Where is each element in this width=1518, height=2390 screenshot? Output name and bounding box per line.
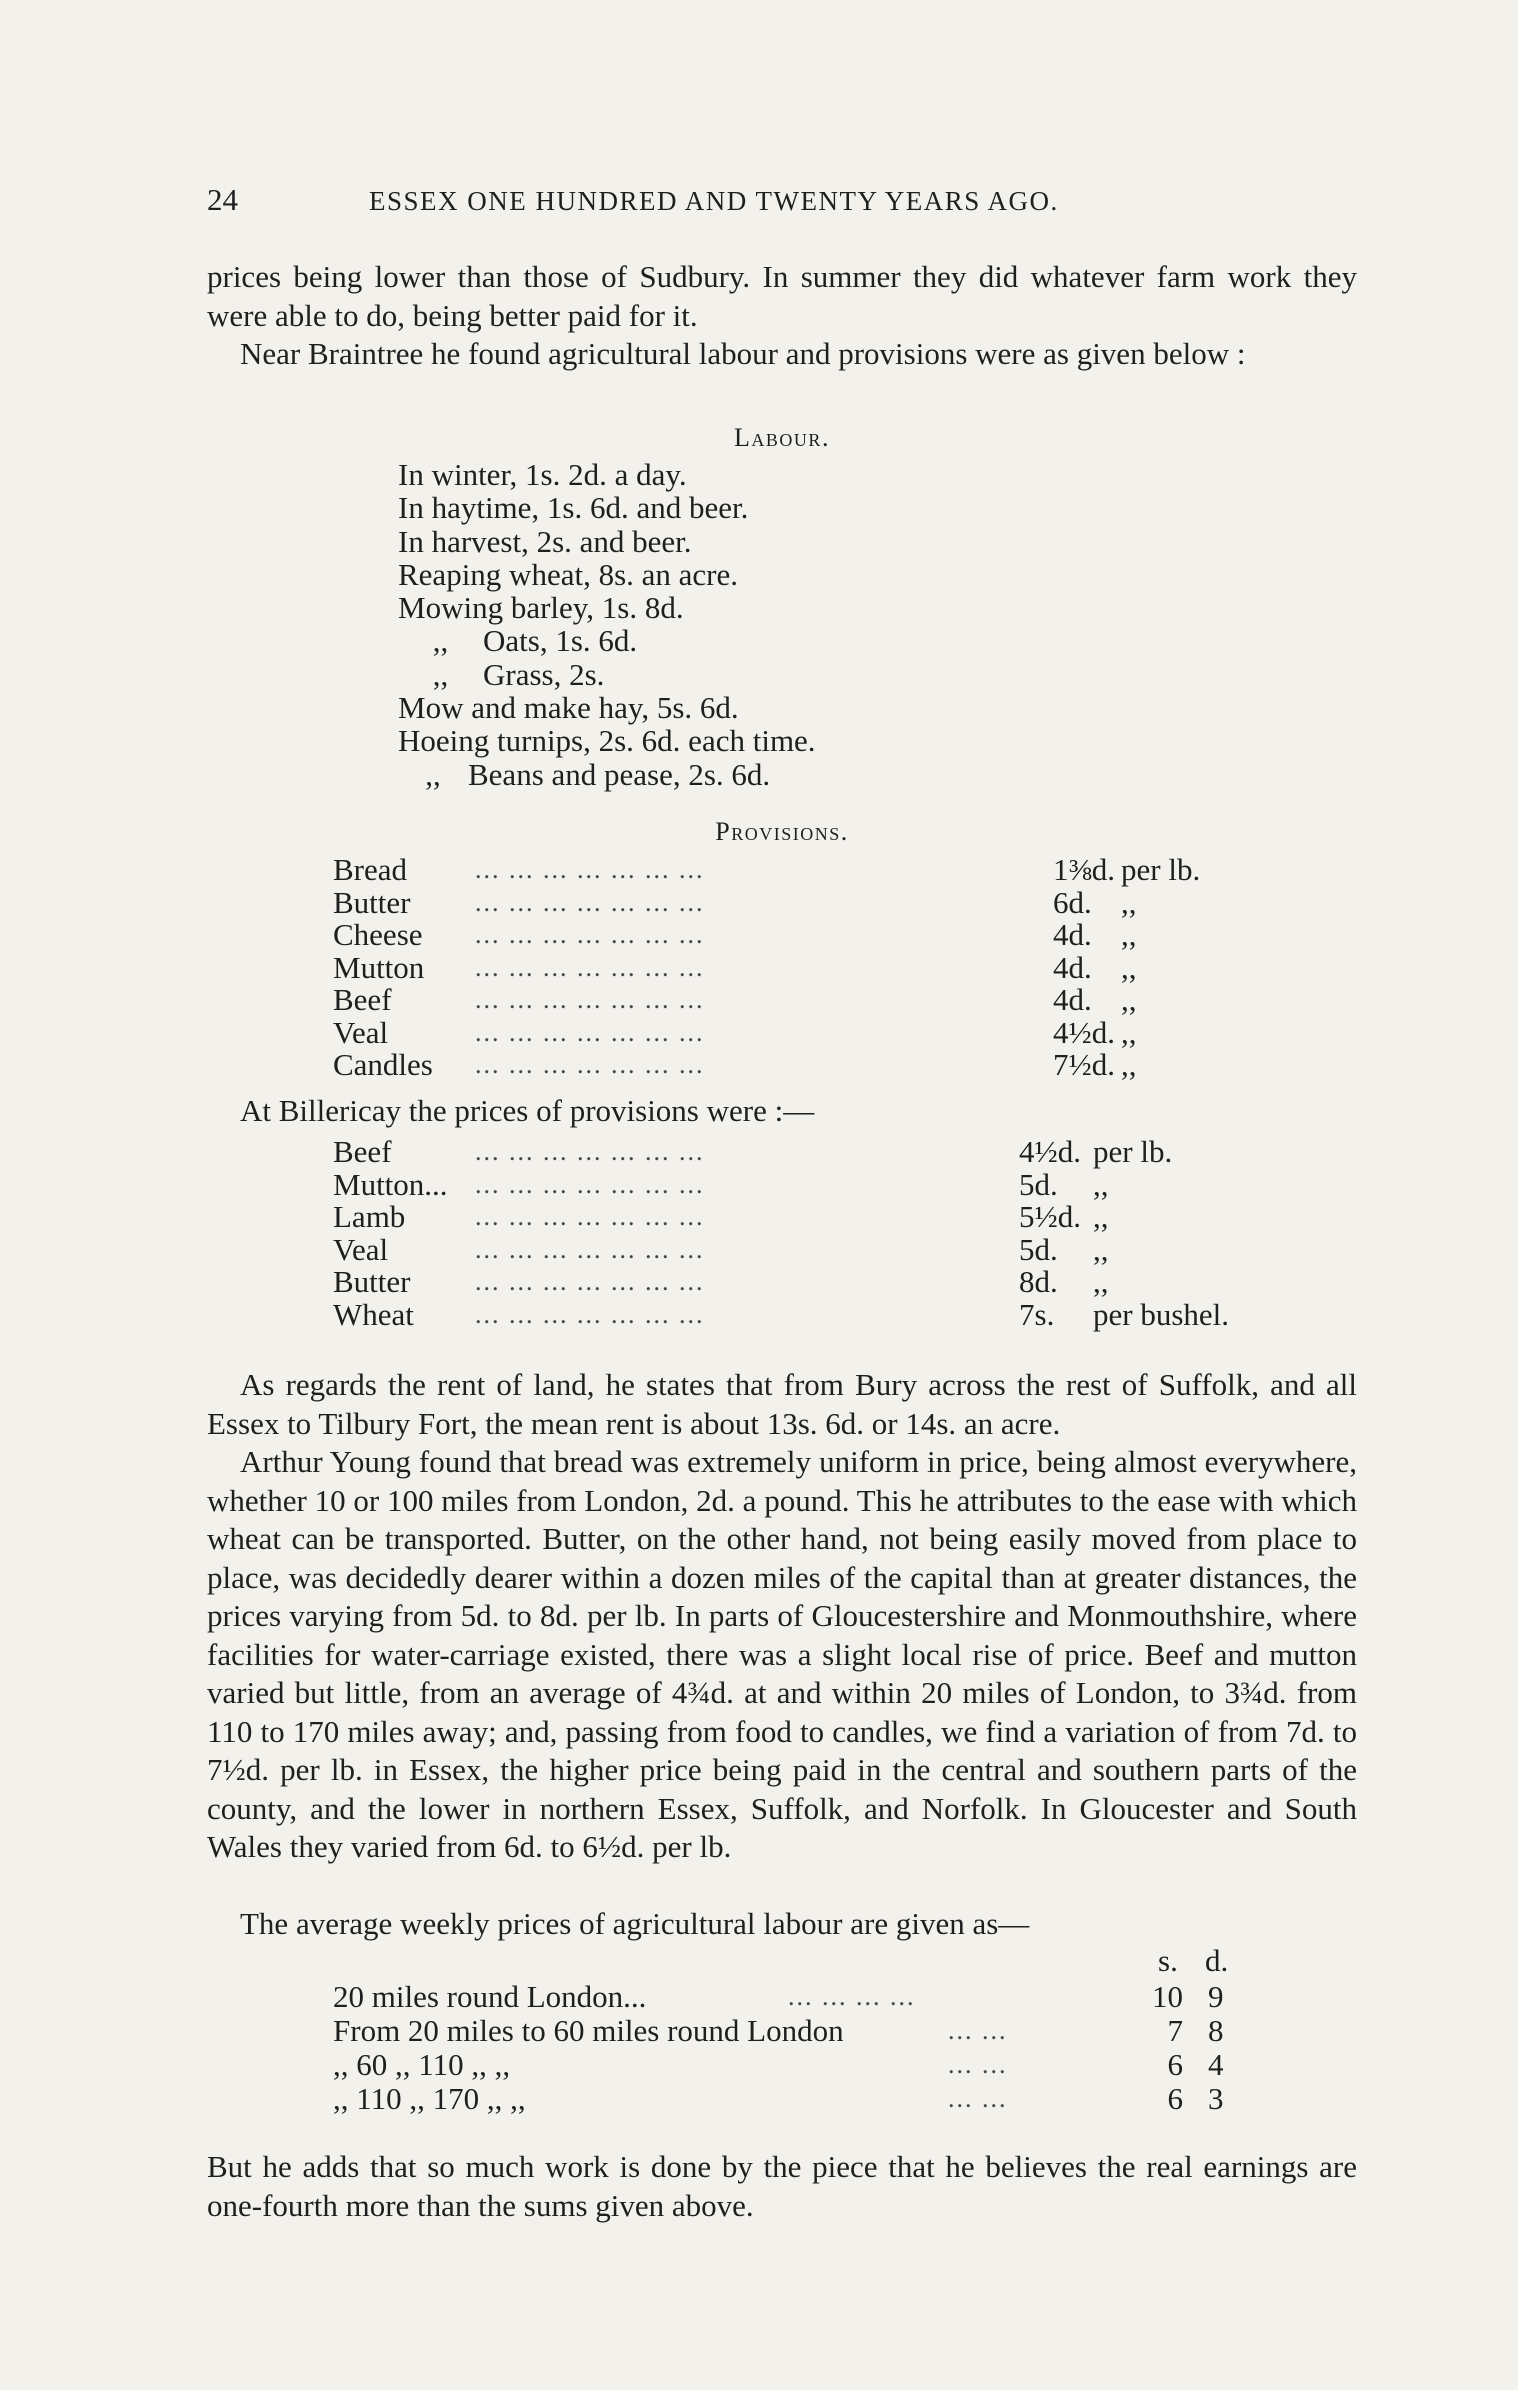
item-price: 7s. [1019, 1296, 1055, 1332]
ditto-mark: ,, [432, 623, 449, 659]
item-name: Wheat [333, 1296, 414, 1332]
labour-line-text: Grass, 2s. [483, 656, 605, 692]
running-head: ESSEX ONE HUNDRED AND TWENTY YEARS AGO. [369, 186, 1059, 216]
wage-distance: ,, 60 ,, 110 ,, ,, [333, 2047, 511, 2082]
price-row [333, 1199, 1233, 1232]
labour-line-text: Beans and pease, 2s. 6d. [468, 756, 771, 792]
item-price: 6d. [1053, 884, 1092, 920]
labour-line [398, 658, 816, 691]
price-row [333, 1015, 1233, 1048]
billericay-intro: At Billericay the prices of provisions were :— [240, 1093, 815, 1128]
price-row [333, 1297, 1233, 1330]
labour-list [398, 458, 816, 791]
labour-line: Mow and make hay, 5s. 6d. [398, 690, 739, 726]
item-name: Butter [333, 884, 411, 920]
price-row [333, 950, 1233, 983]
labour-line [398, 624, 816, 657]
wage-pence: 4 [1208, 2047, 1224, 2082]
item-unit: ,, [1121, 1047, 1137, 1082]
item-price: 5½d. [1019, 1199, 1081, 1234]
price-row [333, 917, 1233, 950]
labour-line: In harvest, 2s. and beer. [398, 523, 692, 559]
paragraph-braintree: Near Braintree he found agricultural labour and provisions were as given below : [240, 336, 1246, 371]
wage-shillings: 10 [1152, 1979, 1183, 2014]
column-pence: d. [1205, 1943, 1229, 1978]
paragraph-arthur-young: Arthur Young found that bread was extremely uniform in price, being almost everywhere, whether 10 or 100 miles from London, 2d. a pound. This he attributes to the ease with which wheat can be transported. Butter, on the other hand, not being easily moved from place to place, was decidedly dearer within a dozen miles of the capital than at greater distances, the prices varying from 5d. to 8d. per lb. In parts of Gloucestershire and Monmouthshire, where facilities for water-carriage existed, there was a slight local rise of price. Beef and mutton varied but little, from an average of 4¾d. at and within 20 miles of London, to 3¾d. from 110 to 170 miles away; and, passing from food to candles, we find a variation of from 7d. to 7½d. per lb. in Essex, the higher price being paid in the central and southern parts of the county, and the lower in northern Essex, Suffolk, and Norfolk. In Gloucester and South Wales they varied from 6d. to 6½d. per lb. [207, 1444, 1357, 1864]
item-name: Veal [333, 1014, 389, 1050]
item-price: 4d. [1053, 949, 1092, 985]
price-row [333, 852, 1233, 885]
ditto-mark: ,, [432, 656, 449, 692]
leader-dots: ... ... ... ... ... ... ... [475, 1234, 705, 1264]
item-name: Mutton [333, 949, 425, 985]
item-name: Cheese [333, 917, 423, 952]
ditto-mark: ,, [425, 756, 441, 792]
price-row [333, 1047, 1233, 1080]
labour-line [398, 758, 816, 791]
leader-dots: ... ... ... ... ... ... ... [475, 1050, 705, 1079]
item-name: Beef [333, 1134, 392, 1169]
item-unit: ,, [1093, 1199, 1109, 1234]
paragraph-weekly-prices: The average weekly prices of agricultural labour are given as— [240, 1906, 1030, 1941]
leader-dots: ... ... ... ... ... ... ... [475, 985, 705, 1014]
item-name: Mutton... [333, 1166, 448, 1202]
leader-dots: ... ... ... ... ... ... ... [475, 920, 705, 949]
price-row [333, 1264, 1233, 1297]
labour-line: In winter, 1s. 2d. a day. [398, 457, 687, 492]
item-name: Candles [333, 1047, 433, 1082]
wage-row [333, 2081, 1233, 2115]
item-unit: ,, [1121, 949, 1137, 985]
item-price: 8d. [1019, 1264, 1058, 1299]
paragraph-rent: As regards the rent of land, he states that from Bury across the rest of Suffolk, and all Essex to Tilbury Fort, the mean rent is about 13s. 6d. or 14s. an acre. [207, 1367, 1357, 1441]
item-price: 4½d. [1019, 1134, 1081, 1169]
item-price: 5d. [1019, 1231, 1058, 1267]
wage-row [333, 2047, 1233, 2081]
item-unit: ,, [1093, 1166, 1109, 1202]
page-header [207, 182, 1357, 222]
price-row [333, 1167, 1233, 1200]
wage-row [333, 1979, 1233, 2013]
labour-line: Hoeing turnips, 2s. 6d. each time. [398, 723, 816, 759]
item-unit: ,, [1121, 884, 1137, 920]
item-price: 4d. [1053, 982, 1092, 1017]
item-unit: ,, [1121, 982, 1137, 1017]
item-price: 4d. [1053, 917, 1092, 952]
price-row [333, 1134, 1233, 1167]
wage-shillings: 6 [1167, 2047, 1183, 2082]
item-price: 7½d. [1053, 1047, 1115, 1082]
labour-line: In haytime, 1s. 6d. and beer. [398, 490, 749, 526]
leader-dots: ... ... [948, 2016, 1008, 2045]
item-unit: per lb. [1121, 852, 1201, 887]
item-unit: ,, [1121, 1014, 1137, 1050]
leader-dots: ... ... ... ... ... ... ... [475, 1202, 705, 1231]
leader-dots: ... ... ... ... ... ... ... [475, 1299, 705, 1329]
labour-line: Reaping wheat, 8s. an acre. [398, 556, 739, 592]
leader-dots: ... ... ... ... ... ... ... [475, 1169, 705, 1199]
leader-dots: ... ... [948, 2050, 1008, 2079]
labour-heading: Labour. [734, 423, 830, 452]
item-unit: ,, [1121, 917, 1137, 952]
item-name: Beef [333, 982, 392, 1017]
leader-dots: ... ... [948, 2084, 1008, 2113]
leader-dots: ... ... ... ... ... ... ... [475, 1137, 705, 1166]
wage-shillings: 7 [1167, 2013, 1183, 2048]
item-name: Butter [333, 1264, 411, 1299]
paragraph-closing: But he adds that so much work is done by the piece that he believes the real earnings are one-fourth more than the sums given above. [207, 2149, 1357, 2223]
item-unit: per bushel. [1093, 1296, 1230, 1332]
labour-line: Mowing barley, 1s. 8d. [398, 590, 684, 626]
item-unit: ,, [1093, 1231, 1109, 1267]
item-unit: per lb. [1093, 1134, 1173, 1169]
column-shillings: s. [1158, 1943, 1178, 1978]
leader-dots: ... ... ... ... ... ... ... [475, 1267, 705, 1296]
leader-dots: ... ... ... ... [788, 1982, 916, 2011]
page-number: 24 [207, 182, 238, 217]
wage-pence: 3 [1208, 2081, 1224, 2116]
labour-line-text: Oats, 1s. 6d. [483, 623, 638, 659]
item-name: Lamb [333, 1199, 406, 1234]
price-row [333, 982, 1233, 1015]
wage-distance: ,, 110 ,, 170 ,, ,, [333, 2081, 526, 2116]
leader-dots: ... ... ... ... ... ... ... [475, 855, 705, 884]
item-price: 1⅜d. [1053, 852, 1115, 887]
leader-dots: ... ... ... ... ... ... ... [475, 887, 705, 917]
leader-dots: ... ... ... ... ... ... ... [475, 1017, 705, 1047]
wage-distance: From 20 miles to 60 miles round London [333, 2013, 844, 2048]
provisions-table [333, 852, 1233, 1092]
item-name: Bread [333, 852, 408, 887]
wage-distance: 20 miles round London... [333, 1979, 647, 2014]
wage-shillings: 6 [1167, 2081, 1183, 2116]
paragraph-continuation: prices being lower than those of Sudbury. In summer they did whatever farm work they were able to do, being better paid for it. [207, 259, 1357, 333]
billericay-table [333, 1134, 1233, 1344]
wage-pence: 9 [1208, 1979, 1224, 2014]
item-name: Veal [333, 1231, 389, 1267]
wage-row [333, 2013, 1233, 2047]
item-price: 5d. [1019, 1166, 1058, 1202]
leader-dots: ... ... ... ... ... ... ... [475, 952, 705, 982]
price-row [333, 885, 1233, 918]
item-price: 4½d. [1053, 1014, 1115, 1050]
wages-table [333, 1943, 1233, 2128]
price-row [333, 1232, 1233, 1265]
item-unit: ,, [1093, 1264, 1109, 1299]
provisions-heading: Provisions. [715, 817, 849, 846]
wage-pence: 8 [1208, 2013, 1224, 2048]
